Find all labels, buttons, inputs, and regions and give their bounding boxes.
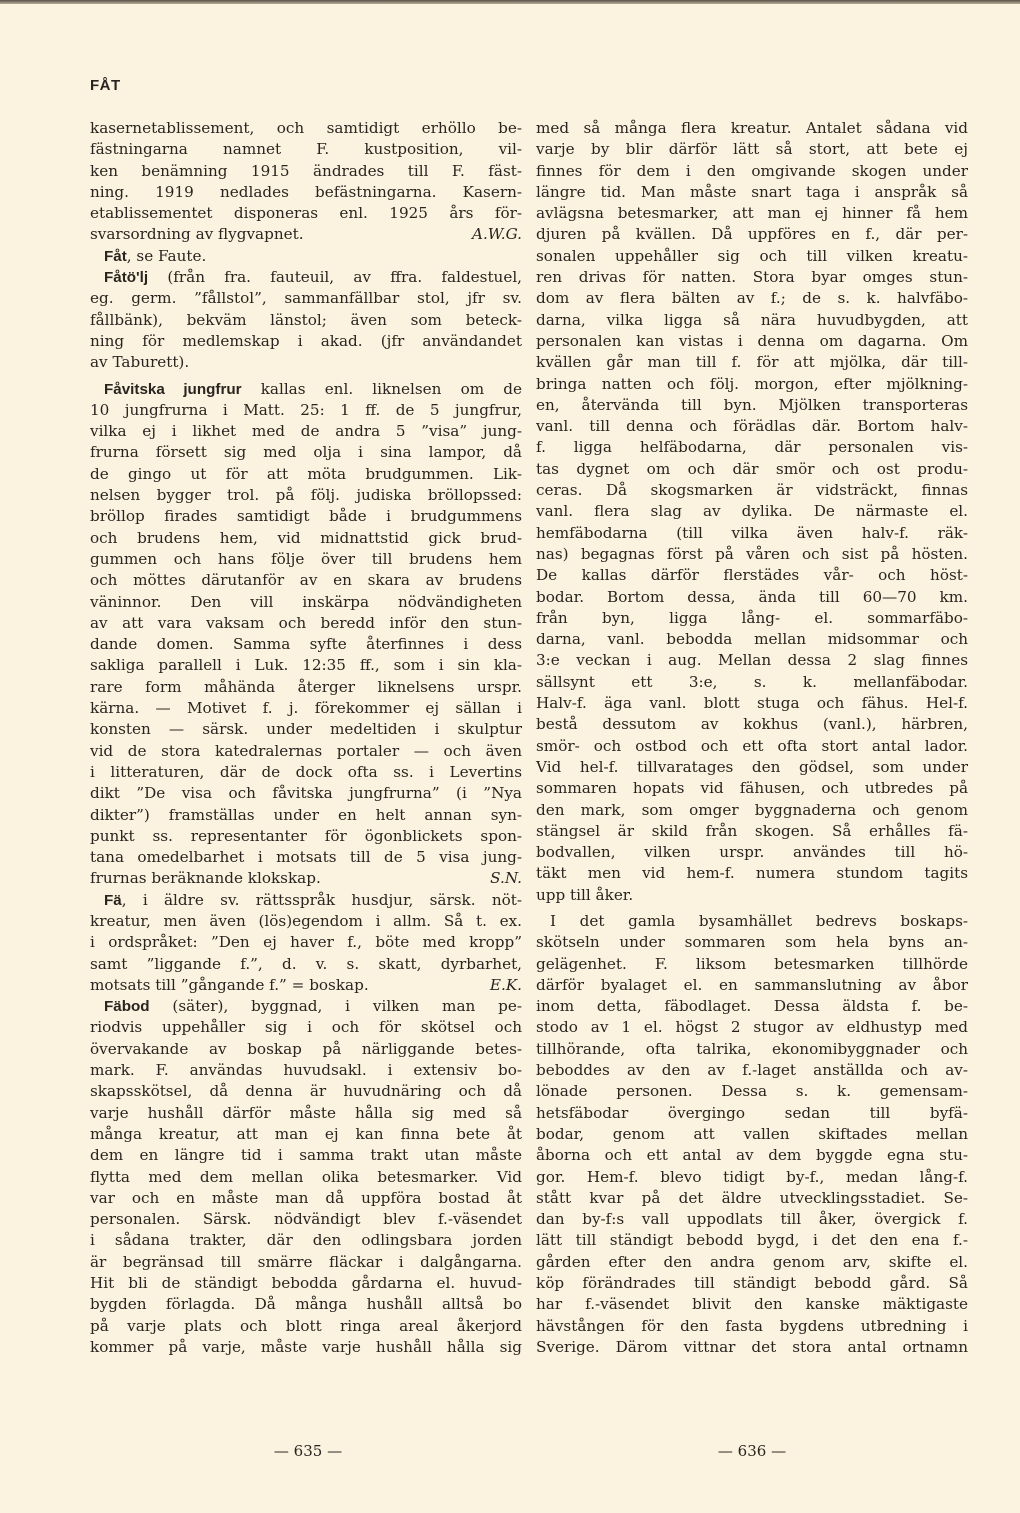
text-line: en, återvända till byn. Mjölken transporteras [536, 395, 968, 414]
text-line: hemfäbodarna (till vilka även halv-f. räk- [536, 523, 968, 542]
text-line: var och en måste man då uppföra bostad åt [90, 1188, 522, 1207]
text-line: punkt ss. representanter för ögonblickets spon- [90, 826, 522, 845]
text-line: sommaren hopats vid fähusen, och utbredes på [536, 779, 968, 798]
headword: Fåvitska jungfrur [104, 380, 242, 398]
text-line-content: motsats till ”gångande f.” = boskap. [90, 975, 369, 994]
text-line: riodvis uppehåller sig i och för skötsel och [90, 1018, 522, 1037]
text-line: från byn, ligga lång- el. sommarfäbo- [536, 608, 968, 627]
running-head: FÅT [90, 77, 121, 94]
text-line: täkt men vid hem-f. numera stundom tagits [536, 864, 968, 883]
text-line: och möttes därutanför av en skara av brudens [90, 571, 522, 590]
text-line: ken benämning 1915 ändrades till F. fäst- [90, 161, 522, 180]
text-line: Vid hel-f. tillvaratages den gödsel, som under [536, 757, 968, 776]
text-line: finnes för dem i den omgivande skogen under [536, 161, 968, 180]
text-line: dan by-f:s vall uppodlats till åker, övergick f. [536, 1210, 968, 1229]
page-number-right: — 636 — [717, 1442, 787, 1460]
text-line: av att vara vaksam och beredd inför den stun- [90, 613, 522, 632]
text-line: fållbänk), bekväm länstol; även som beteck- [90, 310, 522, 329]
text-line: med så många flera kreatur. Antalet sådana vid [536, 119, 968, 137]
headword: Fåtö'lj [104, 269, 149, 287]
text-line: f. ligga helfäbodarna, där personalen vis- [536, 438, 968, 457]
text-line: tana omedelbarhet i motsats till de 5 visa jung- [90, 848, 522, 867]
text-line: vanl. flera slag av dylika. De närmaste el. [536, 502, 968, 521]
text-line: tillhörande, ofta talrika, ekonomibyggnader och [536, 1039, 968, 1058]
text-line: 3:e veckan i aug. Mellan dessa 2 slag finnes [536, 651, 968, 670]
text-line: och brudens hem, vid midnattstid gick brud- [90, 528, 522, 547]
text-line: darna, vanl. bebodda mellan midsommar och [536, 630, 968, 649]
text-line: väninnor. Den vill inskärpa nödvändigheten [90, 592, 522, 611]
text-line: skötseln under sommaren som hela byns an- [536, 933, 968, 952]
text-line: kvällen går man till f. för att mjölka, där till- [536, 353, 968, 372]
text-line: fästningarna namnet F. kustposition, vil- [90, 140, 522, 159]
text-line: bestå dessutom av kokhus (vanl.), härbren, [536, 715, 968, 734]
text-line: nas) begagnas först på våren och sist på hösten. [536, 544, 968, 563]
entry-fabod: Fäbod (säter), byggnad, i vilken man pe- [104, 997, 522, 1016]
text-line: Hit bli de ständigt bebodda gårdarna el. huvud- [90, 1274, 522, 1293]
text-line: hetsfäbodar övergingo sedan till byfä- [536, 1103, 968, 1122]
text-line: etablissementet disponeras enl. 1925 års för- [90, 204, 522, 223]
paragraph-start: I det gamla bysamhället bedrevs boskaps- [550, 911, 968, 930]
text-line: kommer på varje, måste varje hushåll hålla sig [90, 1337, 522, 1356]
author-signature: S.N. [490, 869, 522, 888]
page-top-edge [0, 0, 1020, 4]
text-line: samt ”liggande f.”, d. v. s. skatt, dyrbarhet, [90, 954, 522, 973]
text-line: åborna och ett antal av dem byggde egna stu- [536, 1146, 968, 1165]
text-line: konsten — särsk. under medeltiden i skulptur [90, 720, 522, 739]
text-line: vilka ej i likhet med de andra 5 ”visa” jung- [90, 422, 522, 441]
text-line: frurna försett sig med olja i sina lampor, då [90, 443, 522, 462]
text-line: skapsskötsel, då denna är huvudnäring och då [90, 1082, 522, 1101]
author-signature: E.K. [489, 975, 522, 994]
text-line: ning. 1919 nedlades befästningarna. Kasern- [90, 182, 522, 201]
text-line: varje hushåll därför måste hålla sig med så [90, 1103, 522, 1122]
text-line: bodvallen, vilken urspr. användes till hö- [536, 843, 968, 862]
text-line: kärna. — Motivet f. j. förekommer ej sällan i [90, 699, 522, 718]
text-line-content: frurnas beräknande klokskap. [90, 869, 321, 888]
text-line: avlägsna betesmarker, att man ej hinner få hem [536, 204, 968, 223]
text-line: lönade personen. Dessa s. k. gemensam- [536, 1082, 968, 1101]
text-line: på varje plats och blott ringa areal åkerjord [90, 1316, 522, 1335]
right-column [536, 118, 968, 1358]
text-line: bröllop firades samtidigt både i brudgummens [90, 507, 522, 526]
text-line: i ordspråket: ”Den ej haver f., böte med kropp” [90, 933, 522, 952]
text-line: gor. Hem-f. blevo tidigt by-f., medan lång-f. [536, 1167, 968, 1186]
text-line: De kallas därför flerstädes vår- och höst- [536, 566, 968, 585]
text-line: gården efter den andra genom arv, skifte el. [536, 1252, 968, 1271]
text-line-signed [90, 975, 522, 996]
text-line: ceras. Då skogsmarken är vidsträckt, finnas [536, 481, 968, 500]
text-line: inom detta, fäbodlaget. Dessa äldsta f. be- [536, 997, 968, 1016]
text-line: darna, vilka ligga så nära huvudbygden, att [536, 310, 968, 329]
text-line: dikt ”De visa och fåvitska jungfrurna” (i ”Nya [90, 784, 522, 803]
text-line: sakliga parallell i Luk. 12:35 ff., som i sin kla- [90, 656, 522, 675]
left-column [90, 118, 522, 1358]
text-line: kasernetablissement, och samtidigt erhöllo be- [90, 119, 522, 137]
text-line: vanl. till denna och förädlas där. Bortom halv- [536, 417, 968, 436]
text-line-content: svarsordning av flygvapnet. [90, 225, 304, 244]
text-line: dikter”) framställas under en helt annan syn- [90, 805, 522, 824]
text-line: övervakande av boskap på närliggande betes- [90, 1039, 522, 1058]
text-line: är begränsad till smärre fläckar i dalgångarna. [90, 1252, 522, 1271]
text-line: köp förändrades till ständigt bebodd gård. Så [536, 1274, 968, 1293]
entry-fatolj: Fåtö'lj (från fra. fauteuil, av ffra. faldestuel, [104, 268, 522, 287]
text-line: hävstången för den fasta bygdens utbredning i [536, 1316, 968, 1335]
text-line: gelägenhet. F. liksom betesmarken tillhörde [536, 954, 968, 973]
text-line: stängsel är skild från skogen. Så erhålles fä- [536, 821, 968, 840]
text-line: dom av flera bälten av f.; de s. k. halvfäbo- [536, 289, 968, 308]
text-line: nelsen bygger trol. på följ. judiska bröllopssed: [90, 486, 522, 505]
text-line: Halv-f. äga vanl. blott stuga och fähus. Hel-f. [536, 694, 968, 713]
text-line: flytta med dem mellan olika betesmarker. Vid [90, 1167, 522, 1186]
text-line: i sådana trakter, där den odlingsbara jorden [90, 1231, 522, 1250]
text-line: sällsynt ett 3:e, s. k. mellanfäbodar. [536, 672, 968, 691]
text-line: bodar, genom att vallen skiftades mellan [536, 1124, 968, 1143]
text-line: lätt till ständigt bebodd bygd, i det den ena f.- [536, 1231, 968, 1250]
page-number-left: — 635 — [273, 1442, 343, 1460]
text-line: ning för medlemskap i akad. (jfr användandet [90, 331, 522, 350]
text-line-signed [90, 224, 522, 245]
text-line: sonalen uppehåller sig och till vilken kreatu- [536, 246, 968, 265]
text-line: personalen. Särsk. nödvändigt blev f.-väsendet [90, 1210, 522, 1229]
text-line: längre tid. Man måste snart taga i anspråk så [536, 182, 968, 201]
text-line: upp till åker. [536, 885, 634, 904]
headword: Fåt [104, 247, 127, 265]
text-line: tas dygnet om och där smör och ost produ- [536, 459, 968, 478]
author-signature: A.W.G. [472, 225, 522, 244]
text-line: i litteraturen, där de dock ofta ss. i Levertins [90, 762, 522, 781]
text-line: av Taburett). [90, 353, 190, 372]
text-line: har f.-väsendet blivit den kanske mäktigaste [536, 1295, 968, 1314]
text-line: dande domen. Samma syfte återfinnes i dess [90, 635, 522, 654]
text-line: bygden förlagda. Då många hushåll alltså bo [90, 1295, 522, 1314]
text-line-signed [90, 868, 522, 889]
text-line: eg. germ. ”fållstol”, sammanfällbar stol, jfr sv. [90, 289, 522, 308]
text-line: 10 jungfrurna i Matt. 25: 1 ff. de 5 jungfrur, [90, 400, 522, 419]
text-line: mark. F. användas huvudsakl. i extensiv bo- [90, 1061, 522, 1080]
headword: Fäbod [104, 998, 150, 1016]
text-line: beboddes av den av f.-laget anställda och av- [536, 1061, 968, 1080]
headword: Fä [104, 891, 122, 909]
text-line: bringa natten och följ. morgon, efter mjölkning- [536, 374, 968, 393]
text-line: många kreatur, att man ej kan finna bete åt [90, 1124, 522, 1143]
text-line: varje by blir därför lätt så stort, att bete ej [536, 140, 968, 159]
text-line: bodar. Bortom dessa, ända till 60—70 km. [536, 587, 968, 606]
entry-fa: Fä, i äldre sv. rättsspråk husdjur, särsk. nöt- [104, 890, 522, 909]
text-line: vid de stora katedralernas portaler — och även [90, 741, 522, 760]
text-line: rare form måhända återger liknelsens urspr. [90, 677, 522, 696]
text-line: smör- och ostbod och ett ofta stort antal lador. [536, 736, 968, 755]
text-line: stodo av 1 el. högst 2 stugor av eldhustyp med [536, 1018, 968, 1037]
text-line: därför byalaget el. en sammanslutning av åbor [536, 975, 968, 994]
text-line: de gingo ut för att möta brudgummen. Lik- [90, 464, 522, 483]
text-line: stått kvar på det äldre utvecklingsstadiet. Se- [536, 1188, 968, 1207]
text-line: kreatur, men även (lös)egendom i allm. Så t. ex. [90, 911, 522, 930]
text-line: den mark, som omger byggnaderna och genom [536, 800, 968, 819]
text-line: djuren på kvällen. Då uppföres en f., där per- [536, 225, 968, 244]
entry-fat: Fåt, se Faute. [104, 246, 207, 265]
text-line: Sverige. Därom vittnar det stora antal ortnamn [536, 1337, 968, 1356]
text-line: ren drivas för natten. Stora byar omges stun- [536, 268, 968, 287]
entry-favitska-jungfrur: Fåvitska jungfrur kallas enl. liknelsen om de [104, 379, 522, 398]
text-line: dem en längre tid i samma trakt utan måste [90, 1146, 522, 1165]
text-line: personalen kan vistas i denna om dagarna. Om [536, 331, 968, 350]
text-line: gummen och hans följe över till brudens hem [90, 549, 522, 568]
